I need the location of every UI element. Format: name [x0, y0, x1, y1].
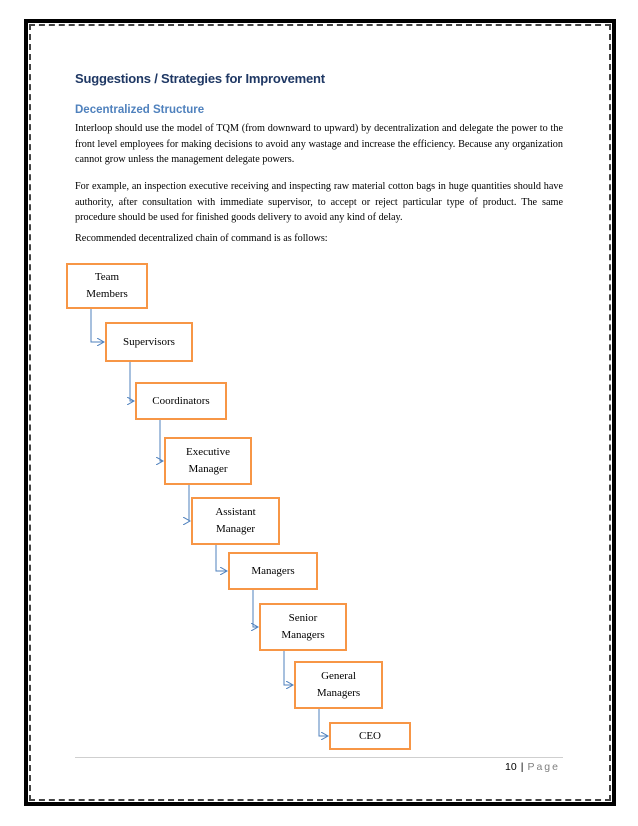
chain-box-supervisors: Supervisors — [105, 322, 193, 362]
section-heading: Suggestions / Strategies for Improvement — [75, 71, 325, 86]
footer-rule — [75, 757, 563, 758]
paragraph-intro: Interloop should use the model of TQM (from downward to upward) by decentralization and delegate the power to the front level employees for making decisions to avoid any wastage and increase the efficiency. Because any organization cannot grow unless the management delegate powers. — [75, 123, 563, 165]
chain-box-coordinators: Coordinators — [135, 382, 227, 420]
page-footer — [505, 761, 560, 773]
chain-connector-arrow — [130, 362, 134, 401]
chain-connector-arrow — [319, 709, 328, 736]
chain-connector-arrow — [91, 309, 104, 342]
chain-box-senior-managers: Senior Managers — [259, 603, 347, 651]
chain-connector-arrow — [160, 420, 163, 461]
chain-connector-arrow — [189, 485, 190, 521]
page-number: 10 — [505, 761, 517, 773]
subsection-heading: Decentralized Structure — [75, 104, 205, 116]
chain-connector-arrow — [253, 590, 258, 627]
chain-connector-arrow — [284, 651, 293, 685]
chain-box-managers: Managers — [228, 552, 318, 590]
chain-box-executive-manager: Executive Manager — [164, 437, 252, 485]
page-label: Page — [527, 761, 560, 773]
chain-box-assistant-manager: Assistant Manager — [191, 497, 280, 545]
chain-box-ceo: CEO — [329, 722, 411, 750]
chain-connector-arrow — [216, 545, 227, 571]
footer-separator: | — [520, 761, 524, 773]
chain-box-general-managers: General Managers — [294, 661, 383, 709]
paragraph-chain-intro: Recommended decentralized chain of command is as follows: — [75, 233, 328, 244]
paragraph-example: For example, an inspection executive receiving and inspecting raw material cotton bags in huge quantities should have authority, after consultation with immediate supervisor, to accept or reject particular type of product. The same procedure should be used for finished goods delivery to avoid any kind of delay. — [75, 181, 563, 223]
chain-box-team-members: Team Members — [66, 263, 148, 309]
